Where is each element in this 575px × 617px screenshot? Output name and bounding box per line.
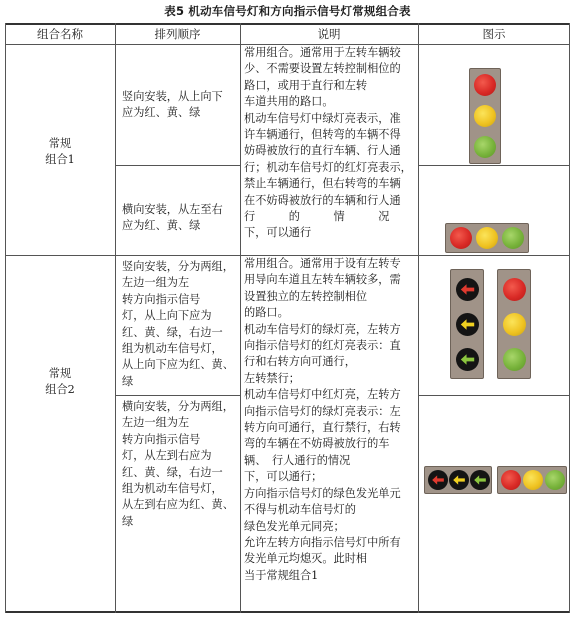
red-lamp-icon [474,74,496,96]
col-rule-1 [115,23,116,613]
group2-order-vertical: 竖向安装，分为两组， 左边一组为左 转方向指示信号 灯，从上向下应为 红、黄、绿，右边一 组为机动车信号灯， 从上向下应为红、黄、 绿 [122,260,234,388]
group1-name: 常规 组合1 [45,137,75,167]
vertical-traffic-signal [469,68,501,164]
yellow-lamp-icon [474,105,496,127]
signal-combination-table [5,23,570,613]
vertical-vehicle-signal [497,269,531,379]
header-figure: 图示 [482,27,506,41]
yellow-lamp-icon [503,313,526,336]
table-left-rule [5,23,6,613]
red-lamp-icon [501,470,521,490]
group1-split-rule [115,165,240,166]
green-left-arrow-icon [456,348,479,371]
group2-figure-split-rule [418,395,570,396]
green-lamp-icon [502,227,524,249]
group1-order-vertical: 竖向安装，从上向下 应为红、黄、绿 [122,90,223,120]
red-lamp-icon [503,278,526,301]
group1-order-horizontal: 横向安装，从左至右 应为红、黄、绿 [122,203,223,233]
table-title: 表5 机动车信号灯和方向指示信号灯常规组合表 [164,4,411,18]
red-left-arrow-icon [456,278,479,301]
green-lamp-icon [474,136,496,158]
header-combination-name: 组合名称 [37,27,83,41]
group2-name: 常规 组合2 [45,367,75,397]
yellow-left-arrow-icon [449,470,469,490]
horizontal-vehicle-signal [497,466,567,494]
table-bottom-rule [5,611,570,613]
table-right-rule [569,23,570,613]
yellow-lamp-icon [476,227,498,249]
red-lamp-icon [450,227,472,249]
yellow-lamp-icon [523,470,543,490]
horizontal-traffic-signal [445,223,529,253]
group2-description: 常用组合。通常用于设有左转专 用导向车道且左转车辆较多，需 设置独立的左转控制相位 的路口。 机动车信号灯的绿灯亮，左转方 向指示信号灯的红灯亮表示：直 行和右转方向可通行， 左转禁行； 机动车信号灯中红灯亮，左转方 向指示信号灯的绿灯亮表示：左 转方向可通行，直行禁行，右转 弯的车辆在不妨碍被放行的车 辆、 行人通行的情况 下，可以通行； 方向指示信号灯的绿色发光单元 不得与机动车信号灯的 绿色发光单元同亮； 允许左转方向指示信号灯中所有 发光单元均熄灭。此时相 当于常规组合1 [244,257,401,582]
header-arrangement-order: 排列顺序 [154,27,201,41]
horizontal-left-turn-arrow-signal [424,466,492,494]
green-lamp-icon [503,348,526,371]
green-lamp-icon [545,470,565,490]
group2-split-rule [115,395,240,396]
yellow-left-arrow-icon [456,313,479,336]
vertical-left-turn-arrow-signal [450,269,484,379]
group1-figure-split-rule [418,165,570,166]
red-left-arrow-icon [428,470,448,490]
table-top-rule [5,23,570,25]
header-description: 说明 [317,27,341,41]
green-left-arrow-icon [470,470,490,490]
group2-order-horizontal: 横向安装，分为两组， 左边一组为左 转方向指示信号 灯，从左到右应为 红、黄、绿，右边一 组为机动车信号灯， 从左到右应为红、黄、 绿 [122,400,234,528]
group1-description: 常用组合。通常用于左转车辆较 少、不需要设置左转控制相位的 路口，或用于直行和左转 车道共用的路口。 机动车信号灯中绿灯亮表示，准 许车辆通行，但转弯的车辆不得 妨碍被放行的直行车辆、行人通 行；机动车信号灯的红灯亮表示， 禁止车辆通行，但右转弯的车辆 在不妨碍被放行的车辆和行人通 行 的 情 况 下，可以通行 [244,46,412,240]
